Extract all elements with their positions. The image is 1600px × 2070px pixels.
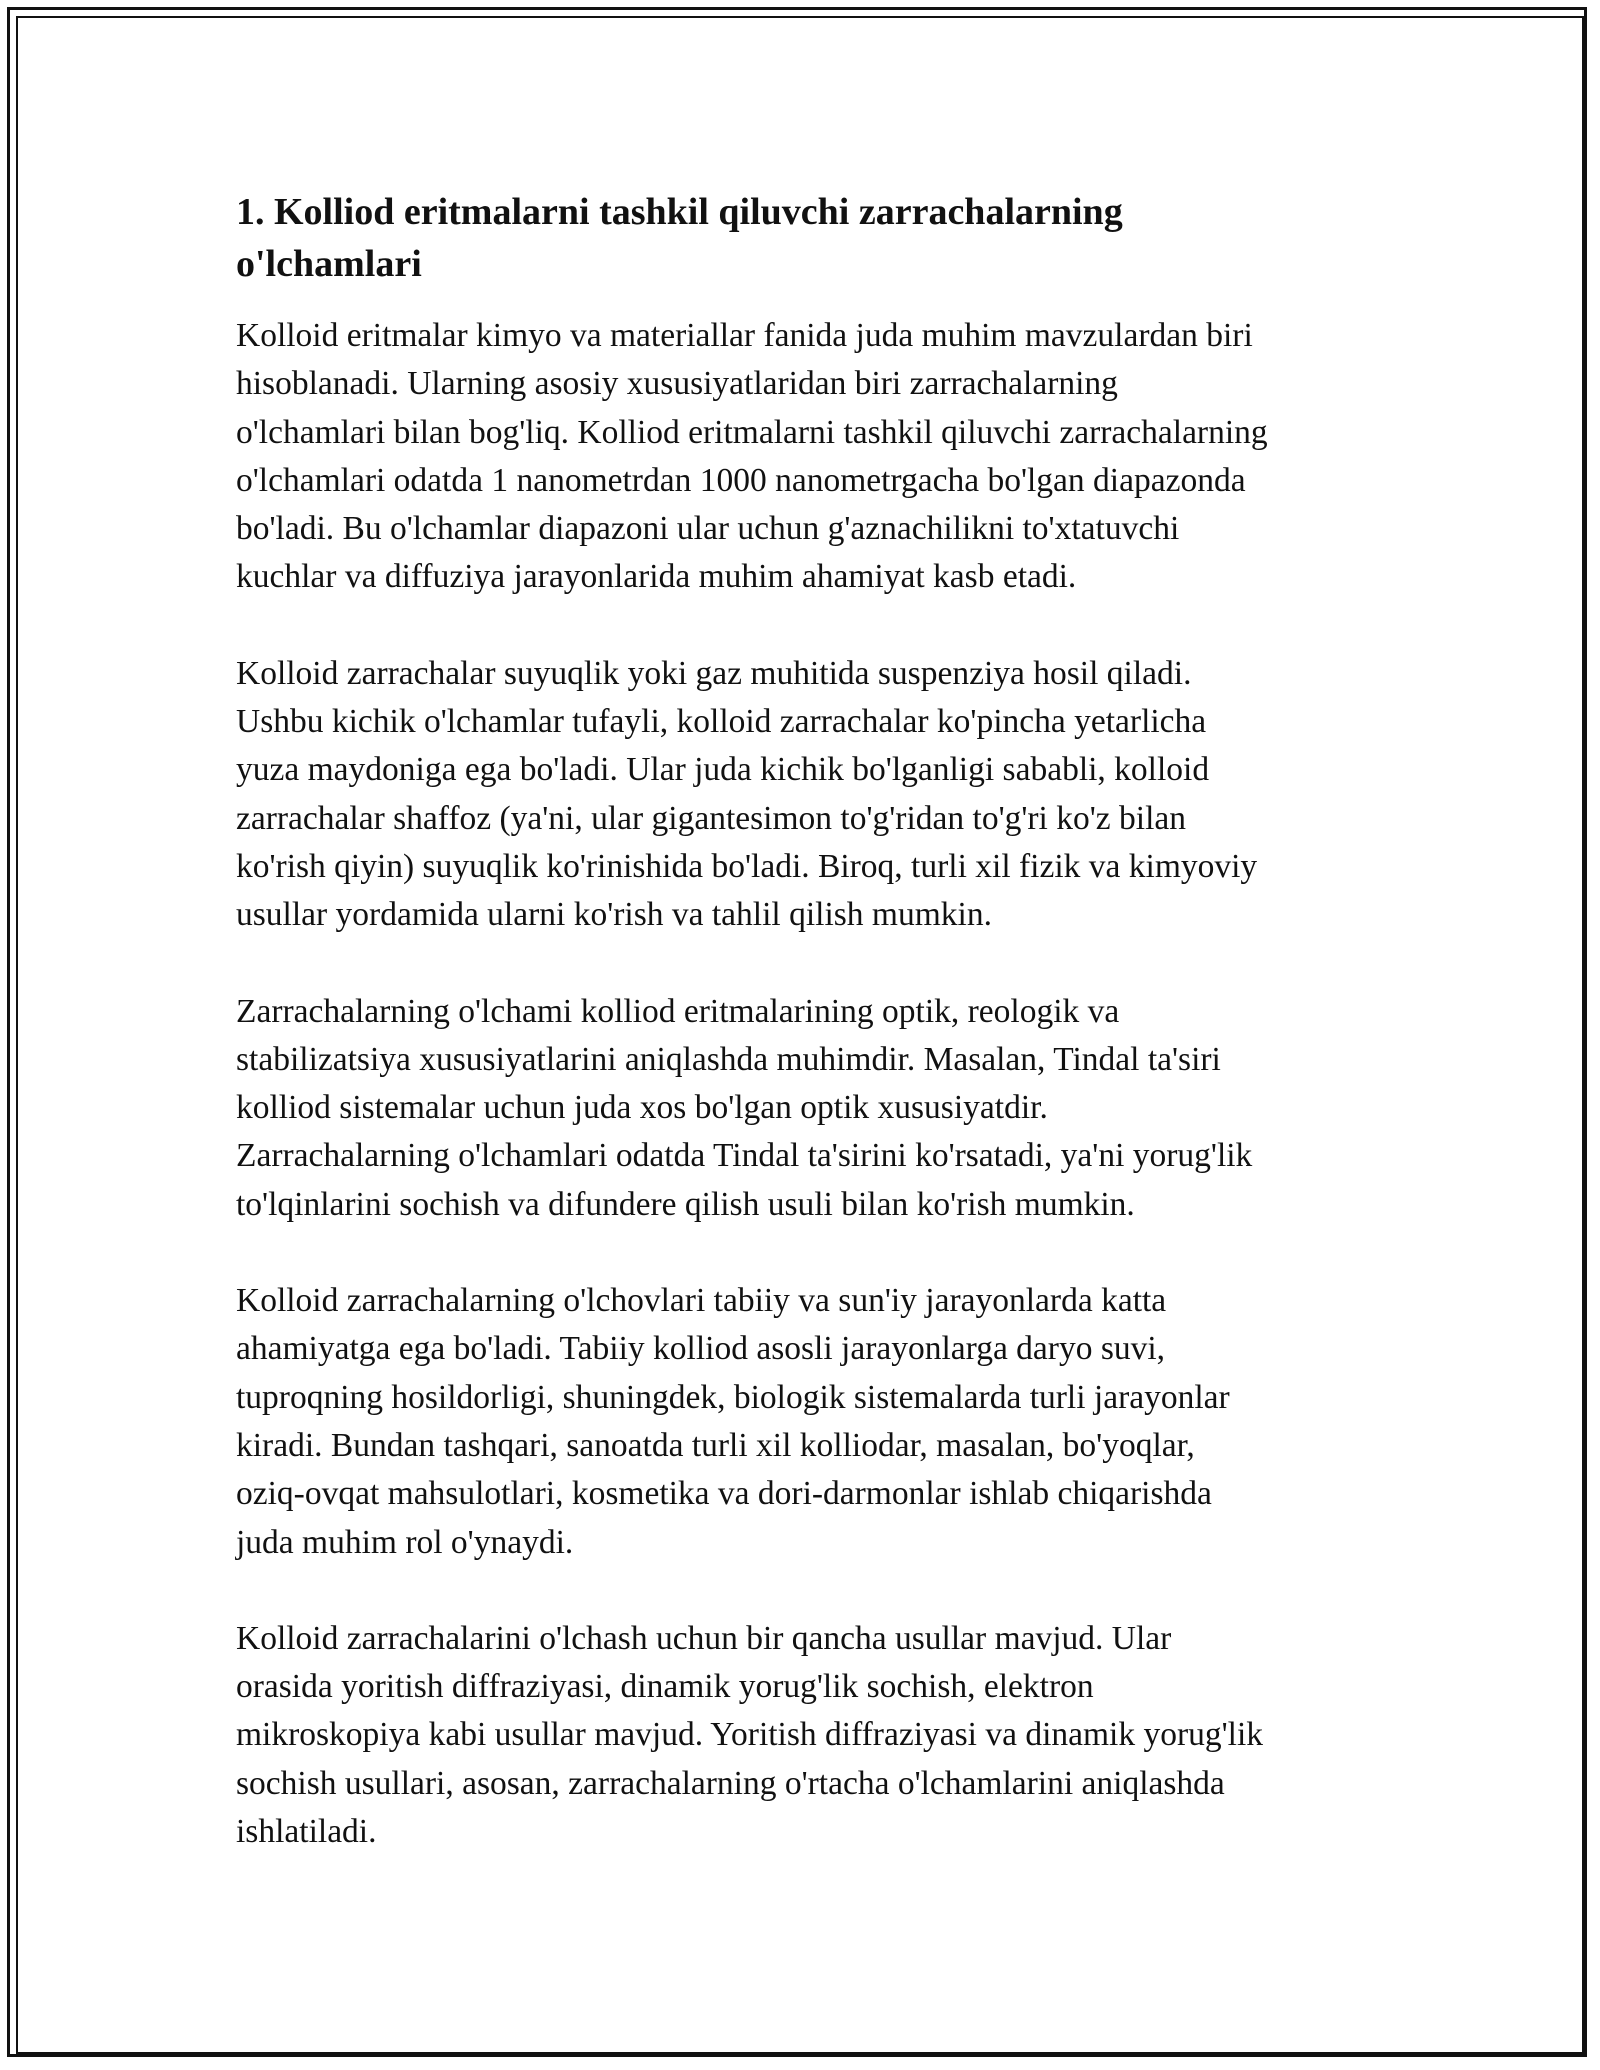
text-line: bo'ladi. Bu o'lchamlar diapazoni ular uchun g'aznachilikni to'xtatuvchi	[236, 510, 1180, 548]
heading-line: 1. Kolliod eritmalarni tashkil qiluvchi zarrachalarning	[236, 191, 1123, 233]
text-line: mikroskopiya kabi usullar mavjud. Yoritish diffraziyasi va dinamik yorug'lik	[236, 1716, 1264, 1754]
text-line: sochish usullari, asosan, zarrachalarning o'rtacha o'lchamlarini aniqlashda	[236, 1764, 1225, 1802]
text-line: tuproqning hosildorligi, shuningdek, biologik sistemalarda turli jarayonlar	[236, 1378, 1230, 1416]
text-line: Kolloid zarrachalar suyuqlik yoki gaz muhitida suspenziya hosil qiladi.	[236, 654, 1192, 692]
text-line: Zarrachalarning o'lchamlari odatda Tindal ta'sirini ko'rsatadi, ya'ni yorug'lik	[236, 1137, 1253, 1175]
text-line: Ushbu kichik o'lchamlar tufayli, kolloid zarrachalar ko'pincha yetarlicha	[236, 703, 1207, 741]
text-line: kiradi. Bundan tashqari, sanoatda turli xil kolliodar, masalan, bo'yoqlar,	[236, 1426, 1195, 1464]
paragraph	[236, 988, 1366, 1229]
text-line: juda muhim rol o'ynaydi.	[236, 1523, 574, 1561]
text-line: yuza maydoniga ega bo'ladi. Ular juda kichik bo'lganligi sababli, kolloid	[236, 751, 1210, 789]
text-line: kolliod sistemalar uchun juda xos bo'lgan optik xususiyatdir.	[236, 1089, 1048, 1127]
heading-line: o'lchamlari	[236, 243, 422, 285]
text-line: o'lchamlari bilan bog'liq. Kolliod eritmalarni tashkil qiluvchi zarrachalarning	[236, 413, 1268, 451]
text-line: hisoblanadi. Ularning asosiy xususiyatlaridan biri zarrachalarning	[236, 365, 1118, 403]
text-line: ko'rish qiyin) suyuqlik ko'rinishida bo'ladi. Biroq, turli xil fizik va kimyoviy	[236, 847, 1258, 885]
text-line: Kolloid zarrachalarini o'lchash uchun bir qancha usullar mavjud. Ular	[236, 1619, 1172, 1657]
text-line: ishlatiladi.	[236, 1813, 377, 1851]
paragraph	[236, 650, 1366, 940]
paragraph	[236, 1277, 1366, 1567]
text-line: zarrachalar shaffoz (ya'ni, ular gigantesimon to'g'ridan to'g'ri ko'z bilan	[236, 799, 1186, 837]
text-line: stabilizatsiya xususiyatlarini aniqlashda muhimdir. Masalan, Tindal ta'siri	[236, 1040, 1221, 1078]
section-heading	[236, 186, 1366, 290]
paragraph	[236, 312, 1366, 602]
text-line: o'lchamlari odatda 1 nanometrdan 1000 nanometrgacha bo'lgan diapazonda	[236, 461, 1246, 499]
text-line: usullar yordamida ularni ko'rish va tahlil qilish mumkin.	[236, 896, 992, 934]
text-line: Zarrachalarning o'lchami kolliod eritmalarining optik, reologik va	[236, 992, 1120, 1030]
document-content	[236, 186, 1366, 1904]
text-line: ahamiyatga ega bo'ladi. Tabiiy kolliod asosli jarayonlarga daryo suvi,	[236, 1330, 1166, 1368]
text-line: orasida yoritish diffraziyasi, dinamik yorug'lik sochish, elektron	[236, 1668, 1094, 1706]
text-line: kuchlar va diffuziya jarayonlarida muhim ahamiyat kasb etadi.	[236, 558, 1077, 596]
text-line: Kolloid eritmalar kimyo va materiallar fanida juda muhim mavzulardan biri	[236, 317, 1253, 354]
text-line: oziq-ovqat mahsulotlari, kosmetika va dori-darmonlar ishlab chiqarishda	[236, 1475, 1212, 1513]
paragraph	[236, 1615, 1366, 1856]
text-line: to'lqinlarini sochish va difundere qilish usuli bilan ko'rish mumkin.	[236, 1185, 1135, 1223]
text-line: Kolloid zarrachalarning o'lchovlari tabiiy va sun'iy jarayonlarda katta	[236, 1282, 1167, 1320]
